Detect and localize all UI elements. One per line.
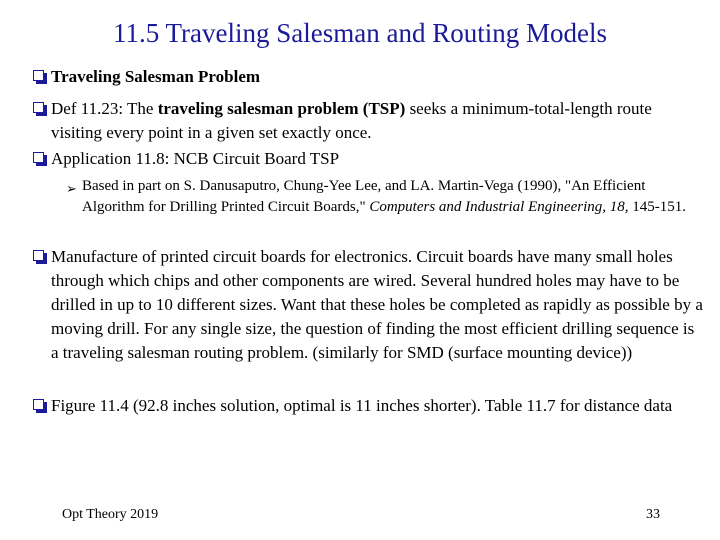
def-term: traveling salesman problem (TSP) [157,99,406,118]
reference-pages: 145-151. [628,199,687,215]
application-text: Application 11.8: NCB Circuit Board TSP [51,149,340,168]
checkbox-bullet-icon [33,399,44,410]
bullet-item [33,394,703,418]
checkbox-bullet-icon [33,70,44,81]
sub-bullet-reference [66,176,706,218]
bullet-item [33,147,703,171]
reference-text: Based in part on S. Danusaputro, Chung-Yee Lee, and LA. Martin-Vega (1990), "An Efficient Algorithm for Drilling Printed Circuit Boards," [82,178,646,215]
manufacture-text: Manufacture of printed circuit boards for electronics. Circuit boards have many small holes through which chips and other components are wired. Several hundred holes may have to be drilled in up to 10 different sizes. Want that these holes be completed as rapidly as possible by a moving drill. For any single size, the question of finding the most efficient drilling sequence is a traveling salesman routing problem. (similarly for SMD (surface mounting device)) [51,247,703,362]
arrow-bullet-icon: ➢ [66,182,77,197]
def-prefix: Def 11.23: The [51,99,158,118]
checkbox-bullet-icon [33,250,44,261]
figure-text: Figure 11.4 (92.8 inches solution, optimal is 11 inches shorter). Table 11.7 for distance data [51,396,673,415]
bullet-item [33,245,703,365]
bullet-item [33,65,703,89]
bullet-item [33,97,703,145]
slide-title: 11.5 Traveling Salesman and Routing Models [113,18,607,48]
page-number: 33 [646,507,660,522]
footer-course: Opt Theory 2019 [62,507,159,522]
reference-journal: Computers and Industrial Engineering, 18, [369,199,629,215]
bullet-heading: Traveling Salesman Problem [51,67,261,86]
def-suffix: seeks a minimum-total-length route visiting every point in a given set exactly once. [51,99,652,142]
checkbox-bullet-icon [33,152,44,163]
checkbox-bullet-icon [33,102,44,113]
